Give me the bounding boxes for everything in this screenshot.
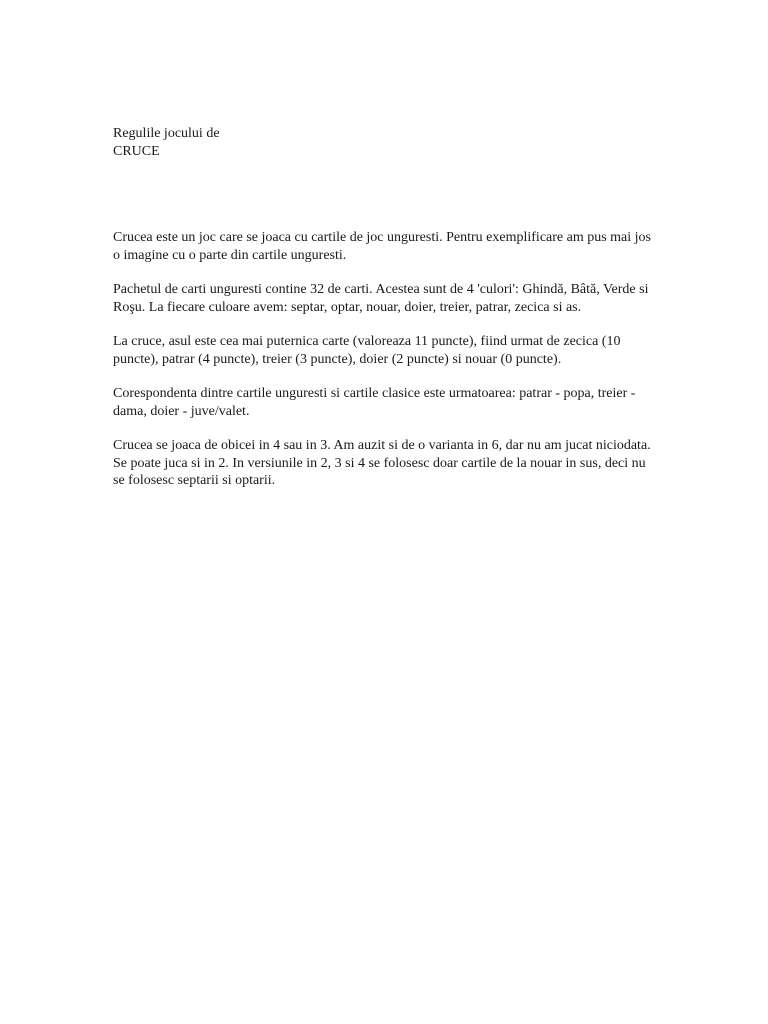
paragraph-players: Crucea se joaca de obicei in 4 sau in 3. Am auzit si de o varianta in 6, dar nu am jucat niciodata. Se poate juca si in 2. In versiunile in 2, 3 si 4 se folosesc doar cartile de la nouar in sus, deci nu se folosesc septarii si optarii. [113, 438, 651, 488]
document-body [113, 229, 653, 507]
title-line-2: CRUCE [113, 144, 160, 159]
document-title [113, 125, 220, 161]
title-line-1: Regulile jocului de [113, 126, 220, 141]
paragraph-intro: Crucea este un joc care se joaca cu cartile de joc unguresti. Pentru exemplificare am pus mai jos o imagine cu o parte din cartile unguresti. [113, 230, 652, 263]
paragraph-deck: Pachetul de carti unguresti contine 32 de carti. Acestea sunt de 4 'culori': Ghindă, Bâtă, Verde si Roşu. La fiecare culoare avem: septar, optar, nouar, doier, treier, patrar, zecica si as. [113, 282, 649, 315]
paragraph-correspondence: Corespondenta dintre cartile unguresti si cartile clasice este urmatoarea: patrar - popa, treier - dama, doier - juve/valet. [113, 386, 636, 419]
paragraph-card-values: La cruce, asul este cea mai puternica carte (valoreaza 11 puncte), fiind urmat de zecica (10 puncte), patrar (4 puncte), treier (3 puncte), doier (2 puncte) si nouar (0 puncte). [113, 334, 621, 367]
